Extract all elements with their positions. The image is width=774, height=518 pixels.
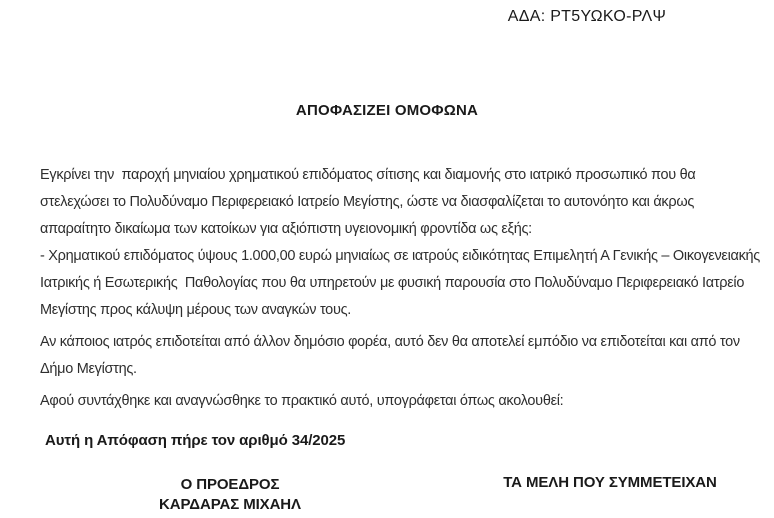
decision-paragraph-other-subsidy: Αν κάποιος ιατρός επιδοτείται από άλλον δημόσιο φορέα, αυτό δεν θα αποτελεί εμπόδιο να επιδοτείται και από τον Δήμο Μεγίστης. bbox=[40, 334, 743, 377]
signature-members-title: ΤΑ ΜΕΛΗ ΠΟΥ ΣΥΜΜΕΤΕΙΧΑΝ bbox=[503, 474, 717, 491]
decision-paragraph-closing: Αφού συντάχθηκε και αναγνώσθηκε το πρακτικό αυτό, υπογράφεται όπως ακολουθεί: bbox=[40, 393, 564, 409]
signature-president-name: ΚΑΡΔΑΡΑΣ ΜΙΧΑΗΛ bbox=[159, 496, 301, 513]
signature-president-title: Ο ΠΡΟΕΔΡΟΣ bbox=[180, 476, 280, 493]
decision-heading: ΑΠΟΦΑΣΙΖΕΙ ΟΜΟΦΩΝΑ bbox=[295, 102, 479, 119]
decision-number-line: Αυτή η Απόφαση πήρε τον αριθμό 34/2025 bbox=[45, 432, 346, 449]
ada-code: ΑΔΑ: ΡΤ5ΥΩΚΟ-ΡΛΨ bbox=[507, 8, 667, 25]
decision-paragraph-approval: Εγκρίνει την παροχή μηνιαίου χρηματικού επιδόματος σίτισης και διαμονής στο ιατρικό προσωπικό που θα στελεχώσει το Πολυδύναμο Περιφερειακό Ιατρείο Μεγίστης, ώστε να διασφαλίζεται το αυτονόητο και άκρως απαραίτητο δικαίωμα των κατοίκων για αξιόπιστη υγειονομική φροντίδα ως εξής: bbox=[40, 167, 700, 237]
decision-paragraph-allowance-terms: - Χρηματικού επιδόματος ύψους 1.000,00 ευρώ μηνιαίως σε ιατρούς ειδικότητας Επιμελητή Α Γενικής – Οικογενειακής Ιατρικής ή Εσωτερικής Παθολογίας που θα υπηρετούν με φυσική παρουσία στο Πολυδύναμο Περιφερειακό Ιατρείο Μεγίστης προς κάλυψη μέρους των αναγκών τους. bbox=[40, 248, 764, 318]
